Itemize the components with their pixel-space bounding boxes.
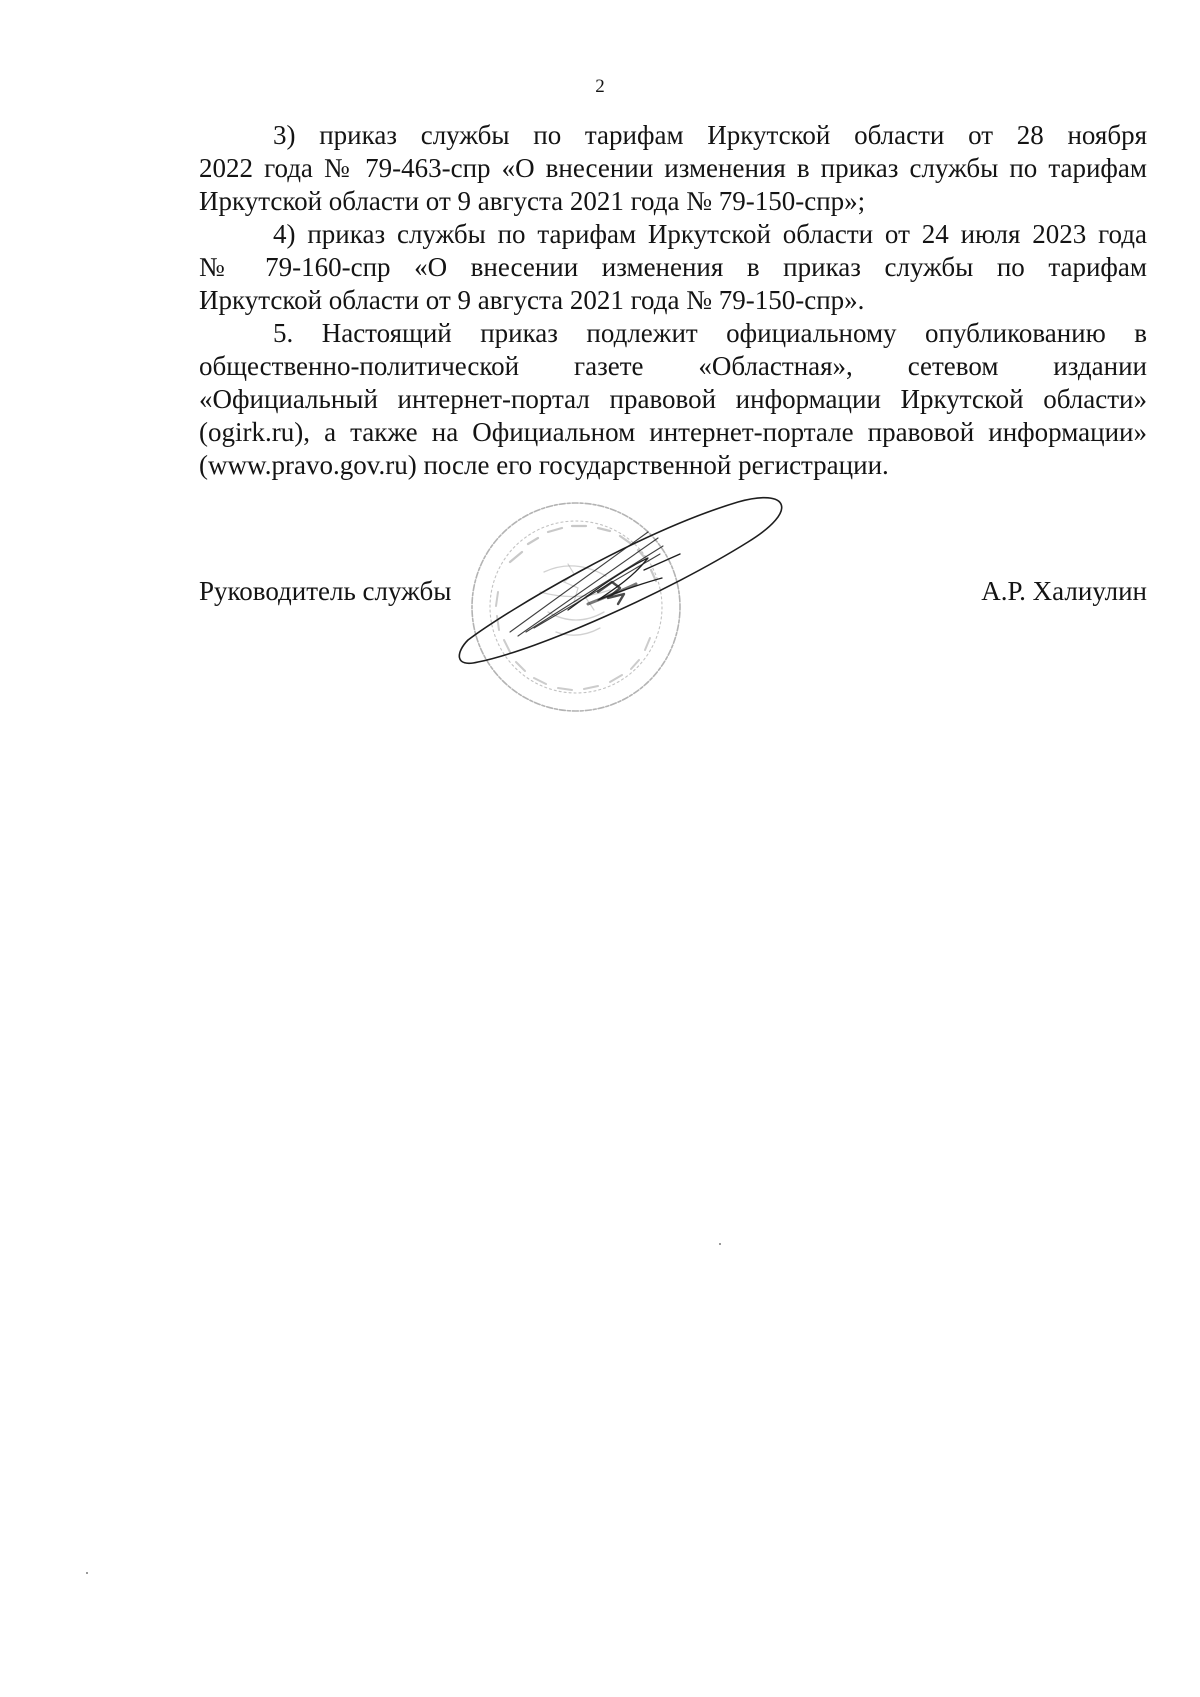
text-line: 3) приказ службы по тарифам Иркутской области от 28 ноября [273,120,1147,150]
text-line: 5. Настоящий приказ подлежит официальному опубликованию в [273,318,1147,348]
official-seal-icon [472,503,680,711]
text-line: Иркутской области от 9 августа 2021 года № 79-150-спр»; [199,186,866,216]
text-line: 2022 года № 79-463-спр «О внесении изменения в приказ службы по тарифам [199,153,1147,183]
document-body [199,119,1147,482]
text-line: № 79-160-спр «О внесении изменения в приказ службы по тарифам [199,252,1147,282]
stamp-and-signature [448,492,828,742]
paragraph-item-5 [199,317,1147,482]
text-line: (www.pravo.gov.ru) после его государственной регистрации. [199,450,889,480]
paragraph-item-4 [199,218,1147,317]
signer-name: А.Р. Халиулин [981,576,1147,606]
handwritten-signature-icon [459,498,781,664]
text-line: (ogirk.ru), а также на Официальном интернет-портале правовой информации» [199,417,1147,447]
scan-speck [719,1243,721,1245]
signer-position: Руководитель службы [199,576,452,606]
paragraph-item-3 [199,119,1147,218]
text-line: Иркутской области от 9 августа 2021 года № 79-150-спр». [199,285,865,315]
scan-speck [86,1572,88,1574]
page-number: 2 [595,76,605,97]
text-line: «Официальный интернет-портал правовой информации Иркутской области» [199,384,1147,414]
text-line: общественно-политической газете «Областная», сетевом издании [199,351,1147,381]
text-line: 4) приказ службы по тарифам Иркутской области от 24 июля 2023 года [273,219,1147,249]
